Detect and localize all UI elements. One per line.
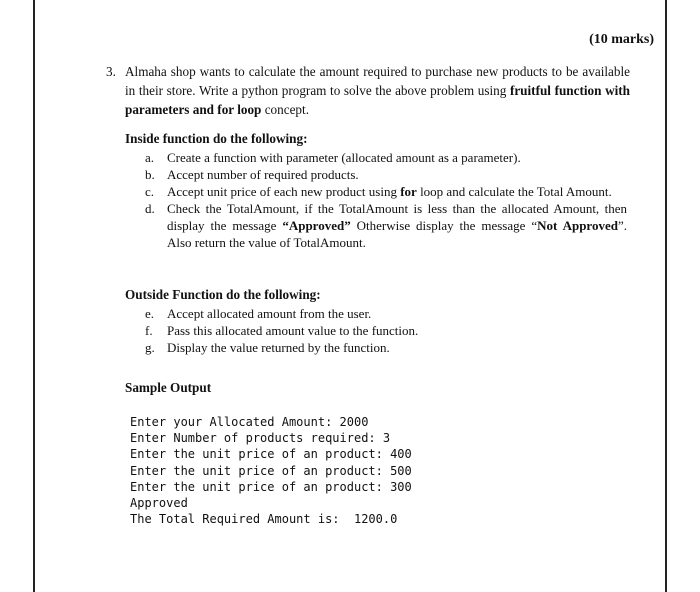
question-number: 3. <box>106 64 116 79</box>
list-text: Otherwise display the message “ <box>350 218 538 233</box>
list-item <box>125 339 627 356</box>
inside-function-section <box>125 130 627 251</box>
list-item <box>125 183 627 200</box>
sample-output-console <box>130 414 412 527</box>
question-text <box>125 62 630 119</box>
list-letter: g. <box>145 340 155 355</box>
list-item <box>125 200 627 251</box>
outside-function-list <box>125 305 627 356</box>
list-letter: b. <box>145 167 155 182</box>
inside-function-heading: Inside function do the following: <box>125 131 308 146</box>
question-text-bold: fruitful function with parameters and for loop <box>125 83 630 117</box>
sample-output-title: Sample Output <box>125 380 212 395</box>
outside-function-heading: Outside Function do the following: <box>125 287 321 302</box>
list-text-bold: Not Approved <box>537 218 618 233</box>
list-item <box>125 305 627 322</box>
question-text-part2: concept. <box>261 102 309 117</box>
list-text: ”. Also return the value of TotalAmount. <box>167 218 627 250</box>
console-line: Enter your Allocated Amount: 2000 <box>130 415 369 429</box>
list-item <box>125 322 627 339</box>
console-line: Enter Number of products required: 3 <box>130 431 391 446</box>
list-text: Pass this allocated amount value to the function. <box>167 323 419 338</box>
outside-function-section <box>125 286 627 356</box>
list-item <box>125 166 627 183</box>
list-letter: f. <box>145 323 153 338</box>
list-text: loop and calculate the Total Amount. <box>416 184 612 199</box>
console-line: Enter the unit price of an product: 300 <box>130 479 412 494</box>
inside-function-list <box>125 149 627 251</box>
marks-label: (10 marks) <box>589 32 654 47</box>
question-paragraph <box>72 62 630 119</box>
list-letter: d. <box>145 201 155 216</box>
list-text-bold: for <box>400 184 417 199</box>
list-letter: a. <box>145 150 155 165</box>
list-text: Create a function with parameter (allocated amount as a parameter). <box>167 150 521 165</box>
list-text: Accept unit price of each new product using <box>167 184 401 199</box>
list-letter: e. <box>145 306 155 321</box>
list-text-bold: “Approved” <box>282 218 351 233</box>
list-text: Accept number of required products. <box>167 167 359 182</box>
list-text: Accept allocated amount from the user. <box>167 306 372 321</box>
list-letter: c. <box>145 184 155 199</box>
console-line: The Total Required Amount is: 1200.0 <box>130 512 398 527</box>
console-line: Approved <box>130 496 188 511</box>
console-line: Enter the unit price of an product: 400 <box>130 447 412 462</box>
list-item <box>125 149 627 166</box>
question-text-part1: Almaha shop wants to calculate the amount required to purchase new products to be available in their store. Write a python program to solve the above problem using <box>125 64 630 98</box>
list-text: Display the value returned by the function. <box>167 340 390 355</box>
console-line: Enter the unit price of an product: 500 <box>130 463 412 478</box>
list-text: Check the TotalAmount, if the TotalAmount is less than the allocated Amount, then display the message <box>167 201 627 233</box>
